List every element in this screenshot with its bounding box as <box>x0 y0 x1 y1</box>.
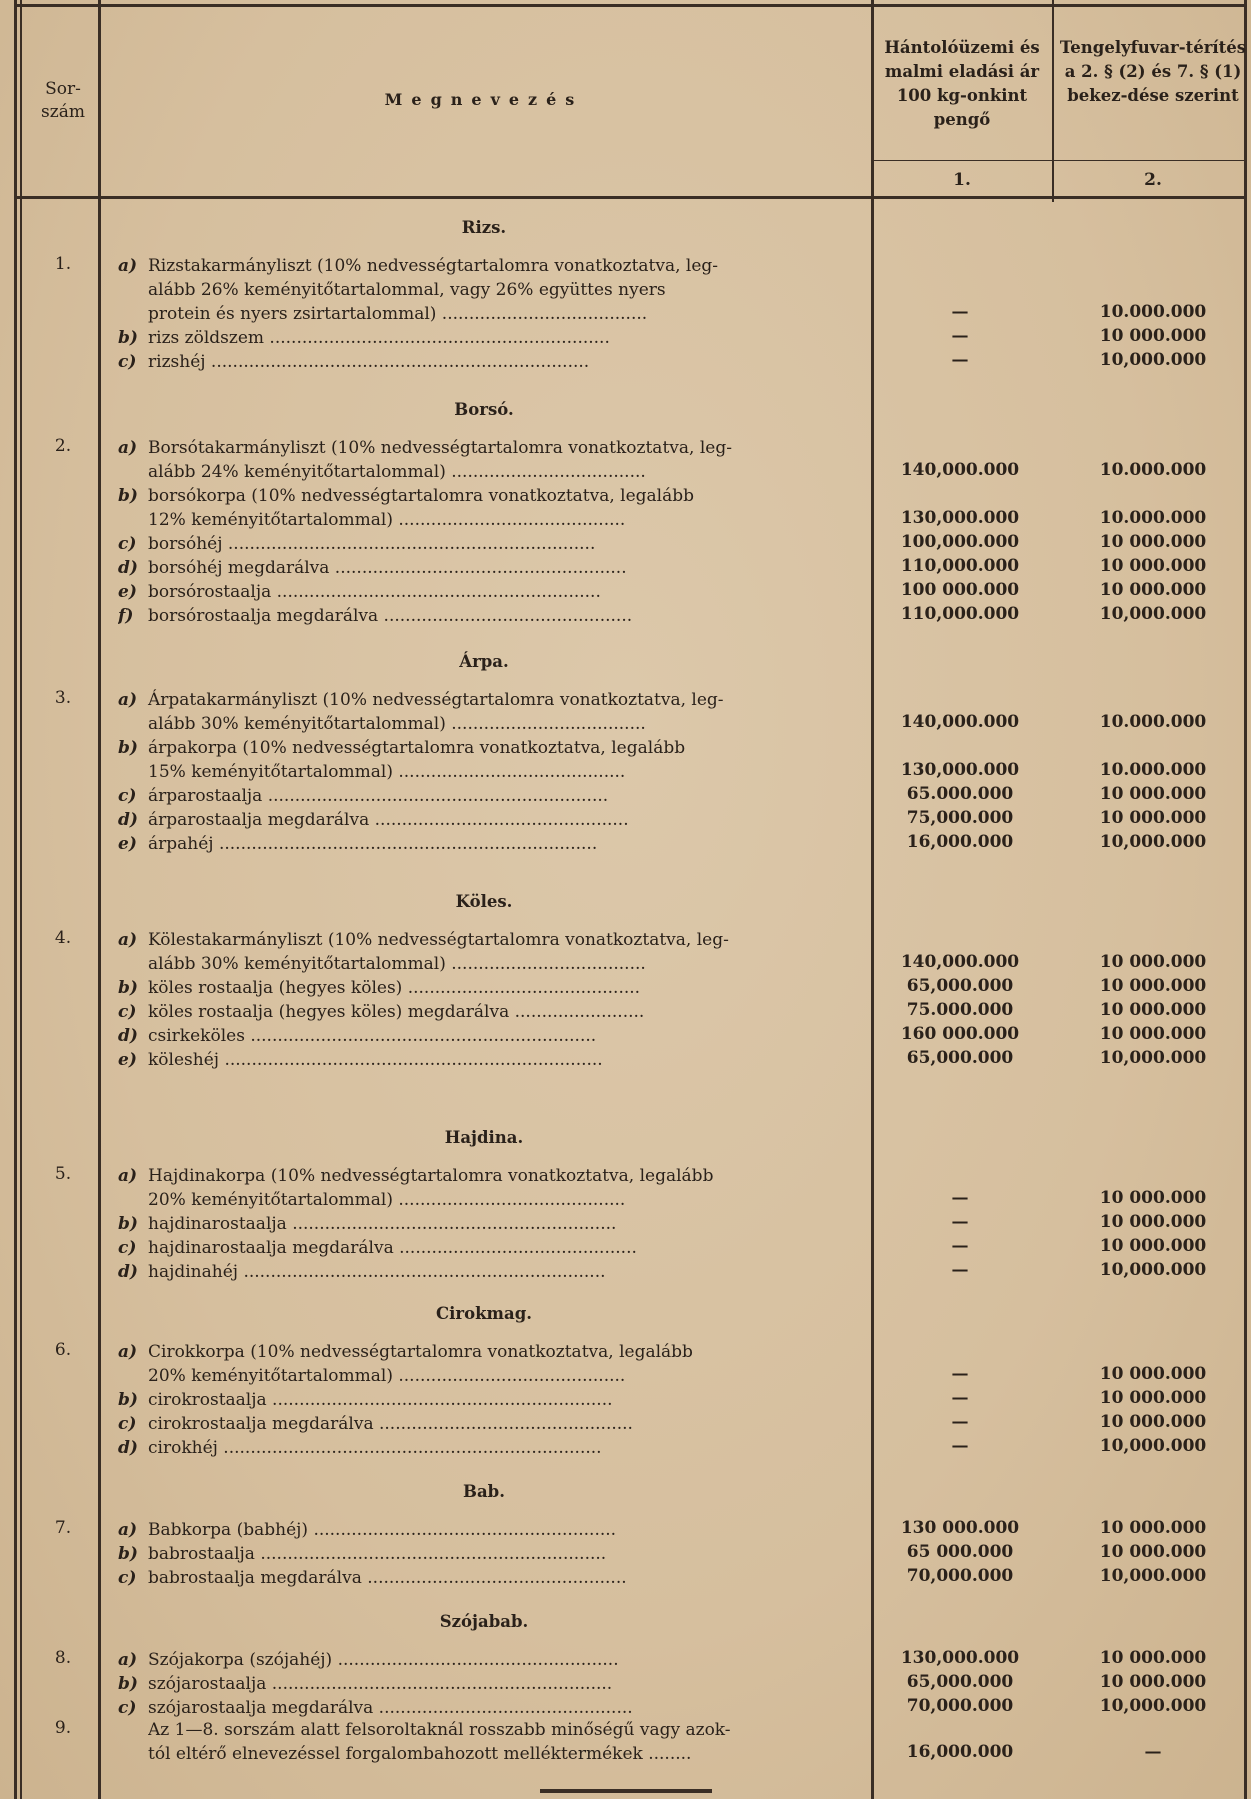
item-text: hajdinarostaalja megdarálva ............................................ <box>148 1238 637 1258</box>
freight-value: 10,000.000 <box>1099 604 1207 624</box>
freight-value: 10,000.000 <box>1099 350 1207 370</box>
price-value: — <box>951 350 969 370</box>
price-value: 65.000.000 <box>906 784 1014 804</box>
item-line <box>118 1048 856 1072</box>
item-text: árpahéj ...................................................................... <box>148 834 598 854</box>
item-text: borsóhéj megdarálva ...................................................... <box>148 558 627 578</box>
freight-value: 10,000.000 <box>1099 1048 1207 1068</box>
item-letter: b) <box>118 978 138 998</box>
item-line <box>118 1648 856 1672</box>
item-letter: c) <box>118 1002 137 1022</box>
item-letter: a) <box>118 690 138 710</box>
item-continuation: 12% keményitőtartalommal) .......................................... <box>148 510 626 530</box>
item-continuation: alább 30% keményitőtartalommal) .................................... <box>148 714 646 734</box>
item-letter: c) <box>118 786 137 806</box>
price-value: 100 000.000 <box>900 580 1020 600</box>
item-line <box>118 604 856 628</box>
freight-value: 10 000.000 <box>1099 580 1207 600</box>
price-value: 70,000.000 <box>906 1696 1014 1716</box>
freight-value: 10 000.000 <box>1099 952 1207 972</box>
price-value: 65,000.000 <box>906 1672 1014 1692</box>
item-line <box>118 736 856 760</box>
item-continuation: alább 24% keményitőtartalommal) .................................... <box>148 462 646 482</box>
item-line <box>118 688 856 712</box>
freight-value: — <box>1144 1742 1162 1762</box>
col-divider-megnevezes <box>871 0 874 1799</box>
price-value: 75.000.000 <box>906 1000 1014 1020</box>
freight-value: 10.000.000 <box>1099 508 1207 528</box>
price-value: 65,000.000 <box>906 976 1014 996</box>
item-text: szójarostaalja megdarálva ............................................... <box>148 1698 633 1718</box>
section-title: Árpa. <box>459 652 509 671</box>
freight-value: 10 000.000 <box>1099 1518 1207 1538</box>
freight-value: 10.000.000 <box>1099 760 1207 780</box>
left-border-outer <box>14 0 17 1799</box>
price-value: 65,000.000 <box>906 1048 1014 1068</box>
freight-value: 10.000.000 <box>1099 302 1207 322</box>
price-value: 160 000.000 <box>900 1024 1020 1044</box>
freight-value: 10 000.000 <box>1099 976 1207 996</box>
freight-value: 10.000.000 <box>1099 460 1207 480</box>
section-title: Hajdina. <box>444 1128 524 1147</box>
item-letter: b) <box>118 1390 138 1410</box>
item-letter: b) <box>118 1214 138 1234</box>
item-text: hajdinahéj ................................................................... <box>148 1262 606 1282</box>
item-letter: d) <box>118 810 138 830</box>
item-text: köles rostaalja (hegyes köles) megdarálva ........................ <box>148 1002 645 1022</box>
item-text: rizs zöldszem ............................................................... <box>148 328 610 348</box>
price-value: — <box>951 1188 969 1208</box>
item-line <box>118 1164 856 1188</box>
item-line <box>118 1260 856 1284</box>
freight-value: 10 000.000 <box>1099 532 1207 552</box>
price-value: 110,000.000 <box>900 604 1020 624</box>
price-value: 16,000.000 <box>906 832 1014 852</box>
item-text: Árpatakarmányliszt (10% nedvességtartalomra vonatkoztatva, leg- <box>148 690 724 710</box>
price-value: — <box>951 1436 969 1456</box>
item-line <box>118 1000 856 1024</box>
item-text: borsóhéj .................................................................... <box>148 534 596 554</box>
item-letter: a) <box>118 1520 138 1540</box>
item-line <box>118 556 856 580</box>
item-line <box>118 832 856 856</box>
price-value: — <box>951 326 969 346</box>
item-line <box>118 1518 856 1542</box>
footer-rule <box>540 1789 712 1793</box>
freight-value: 10 000.000 <box>1099 1000 1207 1020</box>
price-value: 130,000.000 <box>900 1648 1020 1668</box>
item-text: rizshéj ...................................................................... <box>148 352 590 372</box>
item-letter: b) <box>118 738 138 758</box>
row-number: 4. <box>54 928 72 948</box>
item-continuation: 15% keményitőtartalommal) .......................................... <box>148 762 626 782</box>
price-value: 140,000.000 <box>900 460 1020 480</box>
item-line <box>118 1340 856 1364</box>
section-title: Bab. <box>463 1482 505 1501</box>
item-letter: e) <box>118 1050 137 1070</box>
freight-value: 10 000.000 <box>1099 1388 1207 1408</box>
item-line <box>118 1412 856 1436</box>
freight-value: 10 000.000 <box>1099 1672 1207 1692</box>
item-line <box>118 254 856 278</box>
item-line <box>118 1542 856 1566</box>
freight-value: 10 000.000 <box>1099 784 1207 804</box>
price-value: 75,000.000 <box>906 808 1014 828</box>
item-letter: a) <box>118 438 138 458</box>
item-line <box>118 784 856 808</box>
item-letter: b) <box>118 328 138 348</box>
item-letter: a) <box>118 1650 138 1670</box>
item-letter: c) <box>118 1568 137 1588</box>
item-text: köles rostaalja (hegyes köles) ........................................... <box>148 978 641 998</box>
section-title: Szójabab. <box>439 1612 529 1631</box>
item-text: szójarostaalja ............................................................... <box>148 1674 613 1694</box>
item-text: csirkeköles ................................................................ <box>148 1026 597 1046</box>
freight-value: 10 000.000 <box>1099 326 1207 346</box>
item-text: Rizstakarmányliszt (10% nedvességtartalomra vonatkoztatva, leg- <box>148 256 719 276</box>
item-letter: d) <box>118 1438 138 1458</box>
item-letter: f) <box>118 606 134 626</box>
price-value: — <box>951 1260 969 1280</box>
item-line <box>118 350 856 374</box>
price-value: — <box>951 1212 969 1232</box>
item-text: hajdinarostaalja ............................................................ <box>148 1214 617 1234</box>
price-value: 130,000.000 <box>900 760 1020 780</box>
freight-value: 10 000.000 <box>1099 1648 1207 1668</box>
item-line <box>118 1212 856 1236</box>
row-number: 1. <box>54 254 72 274</box>
freight-value: 10 000.000 <box>1099 1212 1207 1232</box>
section-title: Cirokmag. <box>436 1304 532 1323</box>
item-letter: e) <box>118 834 137 854</box>
item-continuation: protein és nyers zsirtartalommal) ...................................... <box>148 304 648 324</box>
item-line <box>118 436 856 460</box>
item-text: babrostaalja megdarálva ................................................ <box>148 1568 627 1588</box>
item-text: Kölestakarmányliszt (10% nedvességtartalomra vonatkoztatva, leg- <box>148 930 729 950</box>
freight-value: 10,000.000 <box>1099 1436 1207 1456</box>
last-row-text: Az 1—8. sorszám alatt felsoroltaknál rosszabb minőségű vagy azok- <box>148 1720 731 1740</box>
item-text: árpakorpa (10% nedvességtartalomra vonatkoztatva, legalább <box>148 738 686 758</box>
row-number: 8. <box>54 1648 72 1668</box>
item-continuation: 20% keményitőtartalommal) .......................................... <box>148 1366 626 1386</box>
freight-value: 10,000.000 <box>1099 832 1207 852</box>
freight-value: 10 000.000 <box>1099 1542 1207 1562</box>
item-continuation: 20% keményitőtartalommal) .......................................... <box>148 1190 626 1210</box>
item-text: Hajdinakorpa (10% nedvességtartalomra vonatkoztatva, legalább <box>148 1166 714 1186</box>
row-number: 6. <box>54 1340 72 1360</box>
item-text: Borsótakarmányliszt (10% nedvességtartalomra vonatkoztatva, leg- <box>148 438 732 458</box>
header-col1-number: 1. <box>953 170 971 190</box>
left-border-inner <box>20 0 22 1799</box>
item-text: árparostaalja ............................................................... <box>148 786 609 806</box>
item-letter: b) <box>118 1674 138 1694</box>
section-title: Borsó. <box>454 400 514 419</box>
price-value: 100,000.000 <box>900 532 1020 552</box>
price-value: 130 000.000 <box>900 1518 1020 1538</box>
item-letter: b) <box>118 1544 138 1564</box>
header-freight-column: Tengelyfuvar-térítés a 2. § (2) és 7. § (1) bekez-dése szerint <box>1059 38 1247 105</box>
item-line <box>118 1436 856 1460</box>
freight-value: 10 000.000 <box>1099 1364 1207 1384</box>
item-continuation: alább 30% keményitőtartalommal) .................................... <box>148 954 646 974</box>
item-line <box>118 1566 856 1590</box>
item-text: cirokhéj ...................................................................... <box>148 1438 602 1458</box>
item-letter: e) <box>118 582 137 602</box>
item-line <box>118 1388 856 1412</box>
item-line <box>118 580 856 604</box>
row-number: 9. <box>54 1718 72 1738</box>
item-letter: d) <box>118 1262 138 1282</box>
item-letter: a) <box>118 1342 138 1362</box>
item-text: köleshéj ...................................................................... <box>148 1050 603 1070</box>
item-letter: c) <box>118 1238 137 1258</box>
top-border <box>14 4 1247 7</box>
item-text: Szójakorpa (szójahéj) .................................................... <box>148 1650 619 1670</box>
row-number: 3. <box>54 688 72 708</box>
item-text: cirokrostaalja ............................................................... <box>148 1390 613 1410</box>
item-line <box>118 326 856 350</box>
header-sorszam: Sor- szám <box>41 79 85 122</box>
item-line <box>118 928 856 952</box>
section-title: Köles. <box>455 892 513 911</box>
item-line <box>118 1236 856 1260</box>
price-value: 16,000.000 <box>906 1742 1014 1762</box>
item-line <box>118 484 856 508</box>
item-letter: a) <box>118 1166 138 1186</box>
item-line <box>118 1024 856 1048</box>
item-line <box>118 1696 856 1720</box>
price-value: — <box>951 1388 969 1408</box>
item-letter: d) <box>118 1026 138 1046</box>
section-title: Rizs. <box>461 218 507 237</box>
item-letter: a) <box>118 930 138 950</box>
row-number: 2. <box>54 436 72 456</box>
item-text: Cirokkorpa (10% nedvességtartalomra vonatkoztatva, legalább <box>148 1342 693 1362</box>
item-text: cirokrostaalja megdarálva ............................................... <box>148 1414 633 1434</box>
price-value: — <box>951 1412 969 1432</box>
item-line <box>118 1672 856 1696</box>
header-price-column: Hántolóüzemi és malmi eladási ár 100 kg-onkint pengő <box>884 38 1040 129</box>
item-continuation: alább 26% keményitőtartalommal, vagy 26% együttes nyers <box>148 280 666 300</box>
price-value: — <box>951 1364 969 1384</box>
price-value: 130,000.000 <box>900 508 1020 528</box>
item-letter: a) <box>118 256 138 276</box>
freight-value: 10,000.000 <box>1099 1260 1207 1280</box>
item-text: borsórostaalja ............................................................ <box>148 582 601 602</box>
freight-value: 10 000.000 <box>1099 1236 1207 1256</box>
item-text: babrostaalja ................................................................ <box>148 1544 607 1564</box>
freight-value: 10.000.000 <box>1099 712 1207 732</box>
header-subrule <box>871 160 1244 161</box>
freight-value: 10 000.000 <box>1099 1188 1207 1208</box>
item-letter: c) <box>118 534 137 554</box>
price-value: 65 000.000 <box>906 1542 1014 1562</box>
header-bottom-rule <box>14 196 1247 199</box>
price-value: 70,000.000 <box>906 1566 1014 1586</box>
price-value: 140,000.000 <box>900 952 1020 972</box>
price-value: 110,000.000 <box>900 556 1020 576</box>
freight-value: 10,000.000 <box>1099 1696 1207 1716</box>
price-value: 140,000.000 <box>900 712 1020 732</box>
row-number: 5. <box>54 1164 72 1184</box>
price-value: — <box>951 1236 969 1256</box>
item-text: árparostaalja megdarálva ............................................... <box>148 810 629 830</box>
freight-value: 10 000.000 <box>1099 1024 1207 1044</box>
item-letter: c) <box>118 1698 137 1718</box>
item-text: borsókorpa (10% nedvességtartalomra vonatkoztatva, legalább <box>148 486 695 506</box>
item-line <box>118 532 856 556</box>
freight-value: 10 000.000 <box>1099 808 1207 828</box>
last-row-text: tól eltérő elnevezéssel forgalombahozott melléktermékek ........ <box>148 1744 692 1764</box>
item-text: Babkorpa (babhéj) ........................................................ <box>148 1520 617 1540</box>
freight-value: 10 000.000 <box>1099 1412 1207 1432</box>
header-megnevezes: Megnevezés <box>384 90 584 109</box>
item-letter: c) <box>118 352 137 372</box>
item-text: borsórostaalja megdarálva .............................................. <box>148 606 633 626</box>
col-divider-col1 <box>1052 0 1054 202</box>
header-col2-number: 2. <box>1144 170 1162 190</box>
item-letter: d) <box>118 558 138 578</box>
item-letter: c) <box>118 1414 137 1434</box>
row-number: 7. <box>54 1518 72 1538</box>
item-letter: b) <box>118 486 138 506</box>
item-line <box>118 976 856 1000</box>
freight-value: 10 000.000 <box>1099 556 1207 576</box>
price-value: — <box>951 302 969 322</box>
item-line <box>118 808 856 832</box>
freight-value: 10,000.000 <box>1099 1566 1207 1586</box>
